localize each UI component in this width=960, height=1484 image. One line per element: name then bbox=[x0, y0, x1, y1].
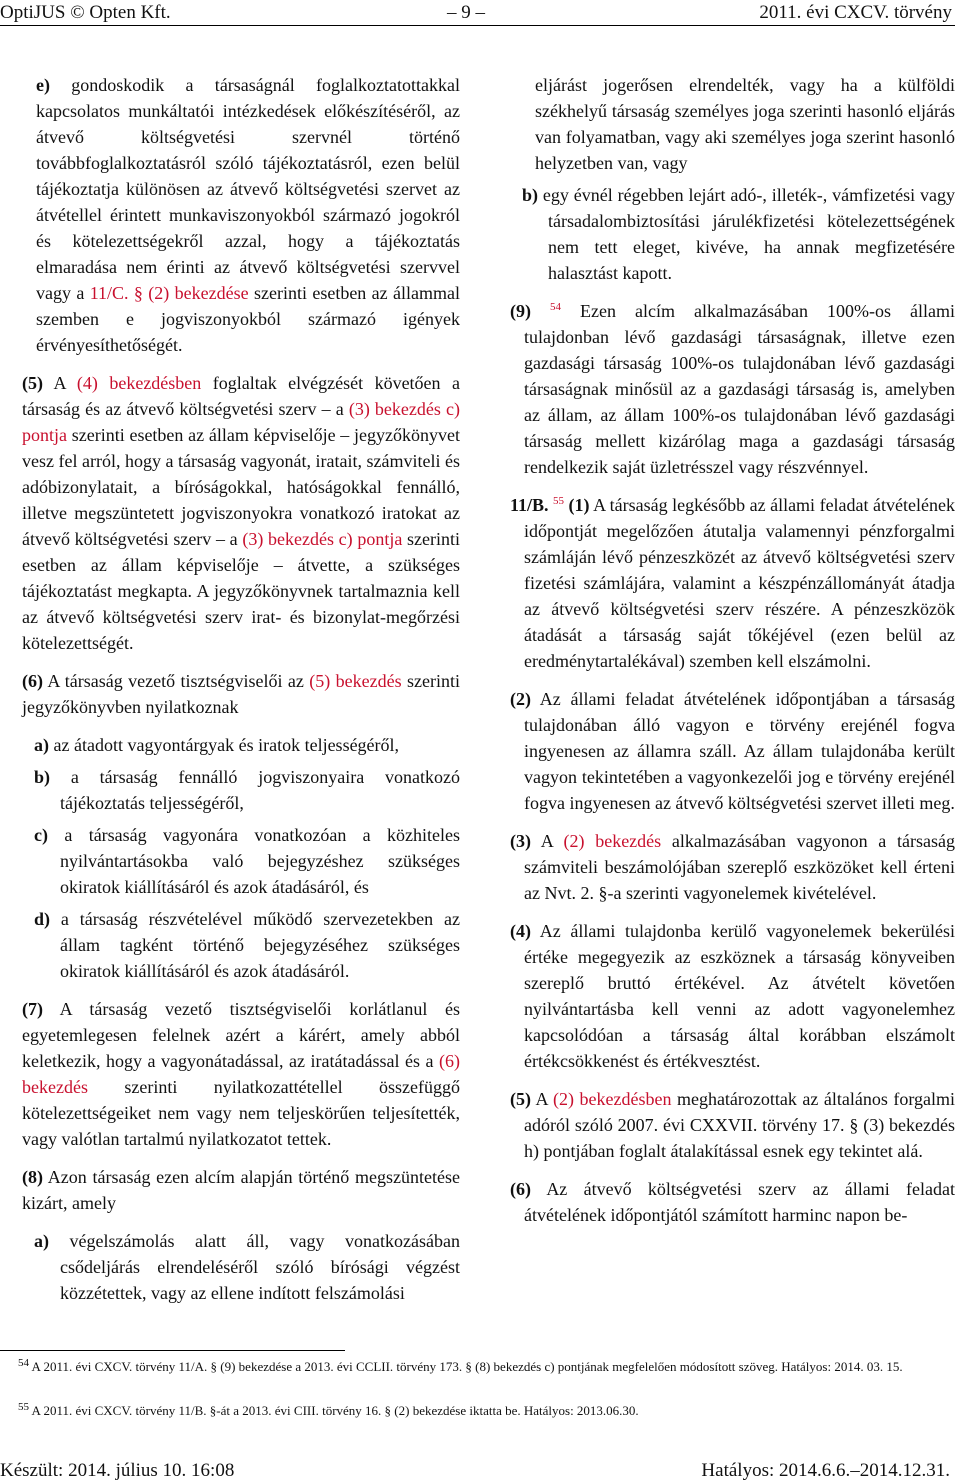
paragraph-text: foglaltak elvégzését követően a társaság és az átvevő költségvetési szerv – a bbox=[22, 373, 460, 419]
point-continuation: eljárást jogerősen elrendelték, vagy ha a külföldi székhelyű társaság személyes joga szerinti hasonló eljárás van folyamatban, vagy aki személyes joga szerint hasonló helyzetben van, vagy bbox=[535, 75, 955, 173]
paragraph-label: (7) bbox=[22, 999, 43, 1019]
point-e bbox=[22, 72, 460, 358]
paragraph-2 bbox=[510, 686, 955, 816]
point-text: végelszámolás alatt áll, vagy vonatkozásában csődeljárás elrendeléséről szóló bírósági végzést közzétettek, vagy az ellene indított felszámolási bbox=[49, 1231, 460, 1303]
paragraph-text: Az állami tulajdonba kerülő vagyonelemek bekerülési értéke megegyezik az eszköznek a társaság könyveiben szereplő bruttó értékével. Az átvételt követően nyilvántartásba kell venni az adott vagyonelemhez kapcsolódóan a társaság által korábban elszámolt értékcsökkenést és értékvesztést. bbox=[524, 921, 955, 1071]
point-text: egy évnél régebben lejárt adó-, illeték-, vámfizetési vagy társadalombiztosítási járulékfizetési kötelezettségének nem tett eleget, kivéve, ha annak megfizetésére halasztást kapott. bbox=[538, 185, 955, 283]
cross-reference-link[interactable]: (2) bekezdésben bbox=[553, 1089, 672, 1109]
header-publisher: OptiJUS © Opten Kft. bbox=[0, 2, 171, 23]
paragraph-7 bbox=[22, 996, 460, 1152]
point-b bbox=[34, 764, 460, 816]
section-number: 11/B. bbox=[510, 495, 549, 515]
left-column bbox=[22, 72, 460, 1312]
paragraph-text: A társaság vezető tisztségviselői az bbox=[43, 671, 310, 691]
paragraph-label: (1) bbox=[568, 495, 590, 515]
footnote-text: A 2011. évi CXCV. törvény 11/A. § (9) bekezdése a 2013. évi CCLII. törvény 173. § (8) bekezdés c) pontjának megfelelően módosított szöveg. Hatályos: 2014. 03. 15. bbox=[29, 1359, 903, 1374]
paragraph-text: szerinti esetben az állam képviselője – jegyzőkönyvet vesz fel arról, hogy a társaság vagyonát, iratait, számviteli és adóbizonylatait, a bíróságokkal, hatóságokkal fennálló, illetve megszüntetett jogviszonyokra vonatkozó iratokat az átvevő költségvetési szerv – a bbox=[22, 425, 460, 549]
footnote-55 bbox=[0, 1402, 955, 1419]
cross-reference-link[interactable]: (4) bekezdésben bbox=[76, 373, 202, 393]
paragraph-text: A bbox=[43, 373, 77, 393]
cross-reference-link[interactable]: (6) bekezdés bbox=[22, 1051, 460, 1097]
paragraph-text: szerinti jegyzőkönyvben nyilatkoznak bbox=[22, 671, 460, 717]
paragraph-5 bbox=[22, 370, 460, 656]
cross-reference-link[interactable]: (2) bekezdés bbox=[563, 831, 662, 851]
footnote-separator bbox=[0, 1350, 345, 1351]
point-text: a társaság részvételével működő szervezetekben az állam tagként történő bejegyzéséhez szükséges okiratok kiállításáról és azok átadásáról. bbox=[50, 909, 460, 981]
paragraph-label: (9) bbox=[510, 301, 531, 321]
footnote-text: A 2011. évi CXCV. törvény 11/B. §-át a 2013. évi CIII. törvény 16. § (2) bekezdése iktatta be. Hatályos: 2013.06.30. bbox=[29, 1403, 639, 1418]
point-label: b) bbox=[522, 185, 539, 205]
footer-created: Készült: 2014. július 10. 16:08 bbox=[0, 1460, 235, 1481]
paragraph-text: alkalmazásában vagyonon a társaság számviteli beszámolójában szereplő eszközöket kell érteni az Nvt. 2. §-a szerinti vagyonelemek kivételével. bbox=[524, 831, 955, 903]
point-text: a társaság vagyonára vonatkozóan a közhiteles nyilvántartásokba való bejegyzéshez szükséges okiratok kiállításáról és azok átadásáról, és bbox=[47, 825, 460, 897]
section-11b-paragraph-1 bbox=[510, 492, 955, 674]
header-page-number: – 9 – bbox=[447, 2, 485, 23]
paragraph-text: A társaság legkésőbb az állami feladat átvételének időpontját megelőzően átutalja valamennyi pénzforgalmi számláján lévő pénzeszközét az átvevő költségvetési szerv fizetési számlájára, valamint a készpénzállományát átadja az átvevő költségvetési szerv részére. A pénzeszközök átadását a társaság saját tőkéjével (ezen belül az eredménytartalékával) szemben kell elszámolni. bbox=[524, 495, 955, 671]
point-label: b) bbox=[34, 767, 51, 787]
footnote-ref-link[interactable]: 55 bbox=[553, 495, 565, 507]
footnote-ref-link[interactable]: 54 bbox=[550, 301, 562, 313]
cross-reference-link[interactable]: (3) bekezdés c) pontja bbox=[22, 399, 460, 445]
paragraph-text: Azon társaság ezen alcím alapján történő megszüntetése kizárt, amely bbox=[22, 1167, 460, 1213]
point-text: a társaság fennálló jogviszonyaira vonatkozó tájékoztatás teljességéről, bbox=[50, 767, 460, 813]
paragraph-text: A társaság vezető tisztségviselői korlátlanul és egyetemlegesen felelnek azért a kárért, amely abból keletkezik, hogy a vagyonátadással, az iratátadással és a bbox=[22, 999, 460, 1071]
paragraph-text: szerinti esetben az állam képviselője – átvette, a szükséges tájékoztatást megkapta. A jegyzőkönyvnek tartalmaznia kell az átvevő költségvetési szerv irat- és bizonylat-megőrzési kötelezettségét. bbox=[22, 529, 460, 653]
paragraph-6 bbox=[22, 668, 460, 720]
right-column bbox=[510, 72, 955, 1234]
paragraph-text: szerinti nyilatkozattétellel összefüggő kötelezettségeiket nem vagy nem teljeskörűen teljesítették, vagy valótlan tartalmú nyilatkozatot tettek. bbox=[22, 1077, 460, 1149]
point-label: d) bbox=[34, 909, 51, 929]
point-a bbox=[34, 732, 460, 758]
paragraph-label: (8) bbox=[22, 1167, 43, 1187]
footnote-54 bbox=[0, 1358, 955, 1375]
paragraph-text: A bbox=[531, 831, 564, 851]
point-label: a) bbox=[34, 735, 49, 755]
paragraph-label: (3) bbox=[510, 831, 531, 851]
point-label: a) bbox=[34, 1231, 49, 1251]
point-label: e) bbox=[36, 75, 50, 95]
paragraph-8 bbox=[22, 1164, 460, 1216]
point-text: gondoskodik a társaságnál foglalkoztatottakkal kapcsolatos munkáltatói intézkedések előkészítéséről, az átvevő költségvetési szervnél történő továbbfoglalkoztatásról szóló tájékoztatásról, ezen belül tájékoztatja különösen az átvevő költségvetési szervet az átvétellel érintett munkaviszonyokból származó jogokról és kötelezettségekről azzal, hogy a tájékoztatás elmaradása nem érinti az átvevő költségvetési szervvel vagy a bbox=[36, 75, 460, 303]
paragraph-text: meghatározottak az általános forgalmi adóról szóló 2007. évi CXXVII. törvény 17. § (3) bekezdés h) pontjában foglalt átalakítással esnek egy tekintet alá. bbox=[524, 1089, 955, 1161]
point-label: c) bbox=[34, 825, 48, 845]
cross-reference-link[interactable]: (5) bekezdés bbox=[309, 671, 402, 691]
paragraph-text: Az átvevő költségvetési szerv az állami feladat átvételének időpontjától számított harminc napon be- bbox=[524, 1179, 955, 1225]
paragraph-label: (5) bbox=[22, 373, 43, 393]
paragraph-text: A bbox=[531, 1089, 554, 1109]
paragraph-5 bbox=[510, 1086, 955, 1164]
header-law-title: 2011. évi CXCV. törvény bbox=[759, 2, 952, 23]
header-rule bbox=[0, 25, 955, 26]
paragraph-9 bbox=[510, 298, 955, 480]
paragraph-label: (2) bbox=[510, 689, 531, 709]
paragraph-label: (5) bbox=[510, 1089, 531, 1109]
point-text: az átadott vagyontárgyak és iratok teljességéről, bbox=[49, 735, 400, 755]
point-b bbox=[522, 182, 955, 286]
cross-reference-link[interactable]: (3) bekezdés c) pontja bbox=[242, 529, 403, 549]
point-c bbox=[34, 822, 460, 900]
paragraph-3 bbox=[510, 828, 955, 906]
point-a bbox=[34, 1228, 460, 1306]
paragraph-text: Ezen alcím alkalmazásában 100%-os állami tulajdonban lévő gazdasági társaságnak, illetve ezen gazdasági társaság 100%-os tulajdonában lévő gazdasági társaságnak minősül az a gazdasági társaság is, amelyben az állam, az állam 100%-os tulajdonában lévő gazdasági társaság mellett kizárólag maga a gazdasági társaság rendelkezik saját üzletrésszel vagy részvénnyel. bbox=[524, 301, 955, 477]
footnote-number: 54 bbox=[18, 1356, 29, 1369]
paragraph-text: Az állami feladat átvételének időpontjában a társaság tulajdonában álló vagyon e törvény erejénél fogva ingyenesen az államra száll. Az állam tulajdonába került vagyon tekintetében a vagyonkezelői jog e törvény erejénél fogva ingyenesen az átvevő költségvetési szervet illeti meg. bbox=[524, 689, 955, 813]
paragraph-6 bbox=[510, 1176, 955, 1228]
paragraph-label: (6) bbox=[22, 671, 43, 691]
paragraph-label: (4) bbox=[510, 921, 531, 941]
paragraph-label: (6) bbox=[510, 1179, 531, 1199]
point-d bbox=[34, 906, 460, 984]
cross-reference-link[interactable]: 11/C. § (2) bekezdése bbox=[89, 283, 249, 303]
point-text: szerinti esetben az állammal szemben e jogviszonyokból származó igények érvényesíthetőségét. bbox=[36, 283, 460, 355]
paragraph-4 bbox=[510, 918, 955, 1074]
page-header bbox=[0, 0, 960, 26]
footer-validity: Hatályos: 2014.6.6.–2014.12.31. bbox=[701, 1460, 950, 1481]
footnote-number: 55 bbox=[18, 1400, 29, 1413]
